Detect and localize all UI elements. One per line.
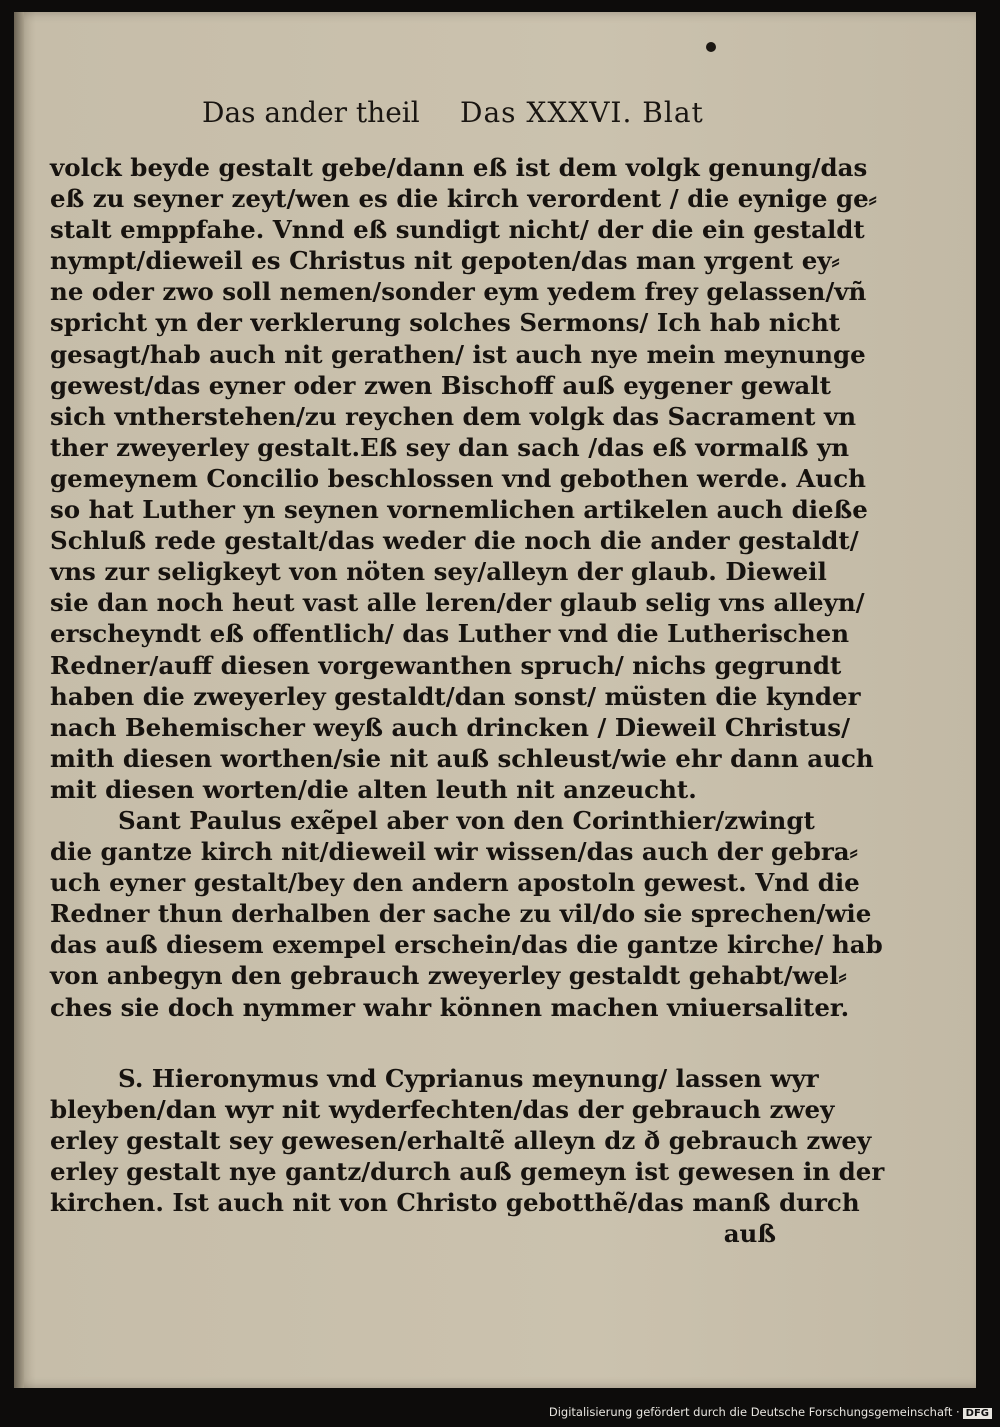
dfg-logo: DFG xyxy=(963,1408,992,1419)
body-text xyxy=(50,152,885,1249)
digitization-credit xyxy=(549,1405,992,1419)
running-head-right: Das XXXVI. Blat xyxy=(460,96,704,129)
paragraph-gap xyxy=(50,1023,780,1063)
text-line: gesagt/hab auch nit gerathen/ ist auch nye mein meynunge xyxy=(50,339,866,369)
paragraph-3 xyxy=(50,1063,885,1218)
text-line: ches sie doch nymmer wahr können machen vniuersaliter. xyxy=(50,992,850,1022)
running-head xyxy=(202,96,782,132)
text-line: sich vntherstehen/zu reychen dem volgk das Sacrament vn xyxy=(50,401,857,431)
text-line: so hat Luther yn seynen vornemlichen artikelen auch dieße xyxy=(50,495,868,525)
text-line: von anbegyn den gebrauch zweyerley gestaldt gehabt/wel⸗ xyxy=(50,961,847,991)
text-line: Sant Paulus exẽpel aber von den Corinthier/zwingt xyxy=(118,805,815,835)
text-line: stalt emppfahe. Vnnd eß sundigt nicht/ der die ein gestaldt xyxy=(50,215,865,245)
text-line: die gantze kirch nit/dieweil wir wissen/das auch der gebra⸗ xyxy=(50,837,858,867)
text-line: kirchen. Ist auch nit von Christo gebotthẽ/das manß durch xyxy=(50,1188,860,1217)
text-line: erscheyndt eß offentlich/ das Luther vnd die Lutherischen xyxy=(50,619,850,649)
text-line: erley gestalt nye gantz/durch auß gemeyn ist gewesen in der xyxy=(50,1156,885,1186)
text-line: Redner thun derhalben der sache zu vil/do sie sprechen/wie xyxy=(50,899,872,929)
text-line: nach Behemischer weyß auch drincken / Dieweil Christus/ xyxy=(50,712,851,742)
text-line: gewest/das eyner oder zwen Bischoff auß eygener gewalt xyxy=(50,370,831,400)
text-line: sie dan noch heut vast alle leren/der glaub selig vns alleyn/ xyxy=(50,588,865,618)
text-line: haben die zweyerley gestaldt/dan sonst/ müsten die kynder xyxy=(50,681,861,711)
running-head-left: Das ander theil xyxy=(202,96,420,129)
paragraph-1 xyxy=(50,152,877,805)
credit-text: Digitalisierung gefördert durch die Deutsche Forschungsgemeinschaft · xyxy=(548,1405,960,1419)
text-line: das auß diesem exempel erschein/das die gantze kirche/ hab xyxy=(50,930,883,960)
text-line: Schluß rede gestalt/das weder die noch die ander gestaldt/ xyxy=(50,526,859,556)
text-line: erley gestalt sey gewesen/erhaltẽ alleyn dz ð gebrauch zwey xyxy=(50,1125,872,1155)
text-line: eß zu seyner zeyt/wen es die kirch verordent / die eynige ge⸗ xyxy=(50,184,877,214)
text-line: volck beyde gestalt gebe/dann eß ist dem volgk genung/das xyxy=(50,153,868,182)
paragraph-2 xyxy=(50,805,883,1023)
text-line: Redner/auff diesen vorgewanthen spruch/ nichs gegrundt xyxy=(50,650,842,680)
text-line: gemeynem Concilio beschlossen vnd gebothen werde. Auch xyxy=(50,463,866,493)
text-line: ne oder zwo soll nemen/sonder eym yedem frey gelassen/vñ xyxy=(50,277,867,307)
text-line: mit diesen worten/die alten leuth nit anzeucht. xyxy=(50,774,697,804)
text-line: vns zur seligkeyt von nöten sey/alleyn der glaub. Dieweil xyxy=(50,557,827,587)
text-line: nympt/dieweil es Christus nit gepoten/das man yrgent ey⸗ xyxy=(50,246,840,276)
text-line: bleyben/dan wyr nit wyderfechten/das der gebrauch zwey xyxy=(50,1094,835,1124)
book-page xyxy=(14,12,976,1388)
text-line: uch eyner gestalt/bey den andern apostoln gewest. Vnd die xyxy=(50,868,860,898)
ink-dot-mark xyxy=(706,42,716,52)
text-line: mith diesen worthen/sie nit auß schleust/wie ehr dann auch xyxy=(50,743,874,773)
page-spine-shadow xyxy=(14,12,24,1388)
text-line: S. Hieronymus vnd Cyprianus meynung/ lassen wyr xyxy=(118,1063,819,1093)
text-line: ther zweyerley gestalt.Eß sey dan sach /das eß vormalß yn xyxy=(50,432,850,462)
catchword: auß xyxy=(723,1219,776,1249)
text-line: spricht yn der verklerung solches Sermons/ Ich hab nicht xyxy=(50,308,841,338)
